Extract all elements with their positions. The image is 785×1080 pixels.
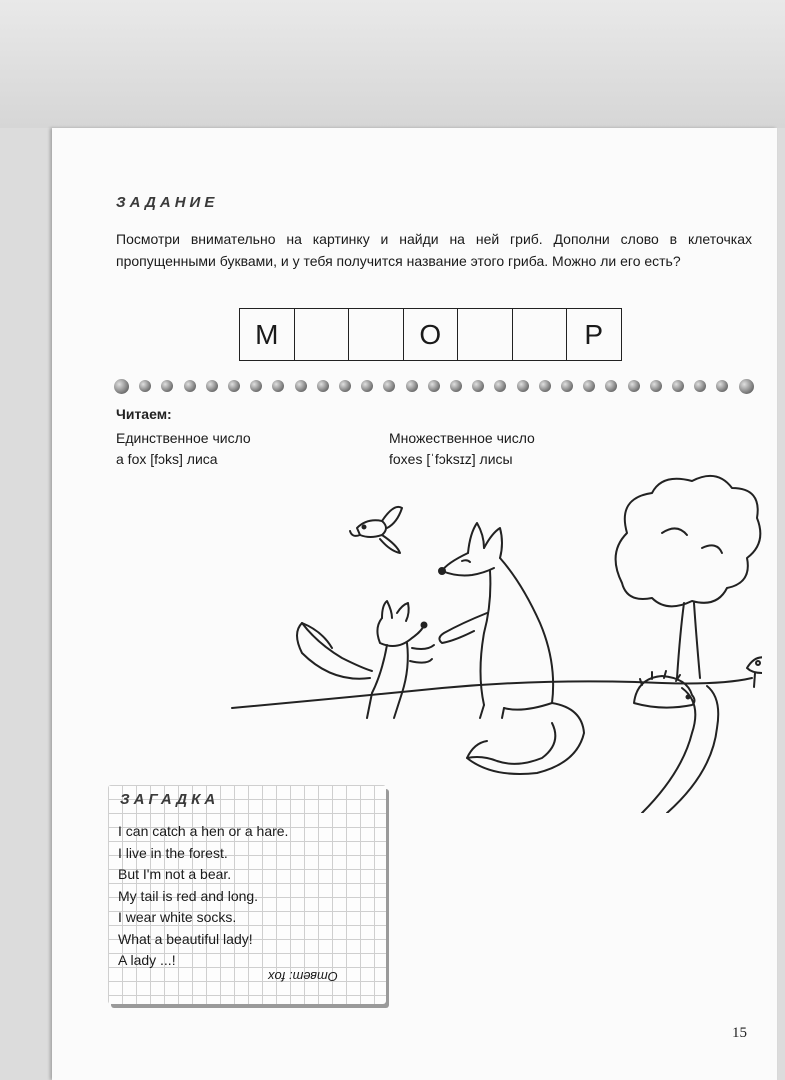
divider-dot: [383, 380, 395, 392]
divider-dot: [317, 380, 329, 392]
plural-label: Множественное число: [389, 430, 535, 446]
task-heading: ЗАДАНИЕ: [116, 194, 219, 211]
bird-icon: [350, 507, 402, 553]
divider-dot: [739, 379, 754, 394]
divider-dot: [250, 380, 262, 392]
divider-dot: [561, 380, 573, 392]
plural-word: foxes [ˈfɔksɪz] лисы: [389, 451, 513, 467]
word-cell[interactable]: [513, 309, 568, 360]
page-number: 15: [732, 1025, 747, 1041]
riddle-card: [108, 785, 386, 1004]
scan-background: [0, 0, 785, 128]
tree-icon: [616, 476, 761, 678]
divider-dot: [583, 380, 595, 392]
divider-dot: [672, 380, 684, 392]
foxes-illustration: [222, 473, 762, 813]
divider-dot: [517, 380, 529, 392]
word-cell[interactable]: [349, 309, 404, 360]
plural-block: [389, 428, 535, 470]
riddle-lines: [118, 821, 288, 972]
workbook-page: [52, 128, 777, 1080]
riddle-line: What a beautiful lady!: [118, 930, 253, 947]
divider-dot: [450, 380, 462, 392]
mushroom-icon: [747, 657, 762, 687]
dotted-divider: [114, 380, 754, 394]
divider-dot: [361, 380, 373, 392]
divider-dot: [494, 380, 506, 392]
riddle-line: But I'm not a bear.: [118, 866, 232, 882]
divider-dot: [472, 380, 484, 392]
divider-dot: [228, 380, 240, 392]
divider-dot: [406, 380, 418, 392]
singular-block: [116, 428, 251, 470]
divider-dot: [206, 380, 218, 392]
divider-dot: [716, 380, 728, 392]
divider-dot: [161, 380, 173, 392]
riddle-heading: ЗАГАДКА: [120, 791, 220, 808]
riddle-answer: Ответ: fox: [268, 969, 338, 984]
riddle-line: I wear white socks.: [118, 909, 237, 925]
divider-dot: [295, 380, 307, 392]
word-cell[interactable]: Р: [584, 318, 604, 350]
word-grid: [239, 308, 622, 361]
ground-line: [232, 678, 752, 708]
task-instructions: Посмотри внимательно на картинку и найди на ней гриб. Дополни слово в клеточках пропущенными буквами, и у тебя получится название этого гриба. Можно ли его есть?: [116, 231, 752, 269]
word-cell[interactable]: О: [404, 309, 459, 360]
word-cell[interactable]: М: [240, 309, 295, 360]
big-fox-icon: [439, 523, 584, 774]
divider-dot: [650, 380, 662, 392]
riddle-line: A lady ...!: [118, 952, 176, 968]
reading-title: Читаем:: [116, 406, 172, 422]
divider-dot: [272, 380, 284, 392]
divider-dot: [605, 380, 617, 392]
singular-label: Единственное число: [116, 430, 251, 446]
divider-dot: [694, 380, 706, 392]
riddle-line: I live in the forest.: [118, 844, 228, 861]
singular-word: a fox [fɔks] лиса: [116, 451, 218, 467]
divider-dot: [339, 380, 351, 392]
divider-dot: [139, 380, 151, 392]
hedgehog-icon: [634, 671, 695, 708]
divider-dot: [428, 380, 440, 392]
divider-dot: [539, 380, 551, 392]
divider-dot: [184, 380, 196, 392]
word-cell[interactable]: [458, 309, 513, 360]
riddle-line: I can catch a hen or a hare.: [118, 823, 289, 839]
divider-dot: [114, 379, 129, 394]
divider-dot: [628, 380, 640, 392]
riddle-line: My tail is red and long.: [118, 887, 259, 904]
word-cell[interactable]: [295, 309, 350, 360]
